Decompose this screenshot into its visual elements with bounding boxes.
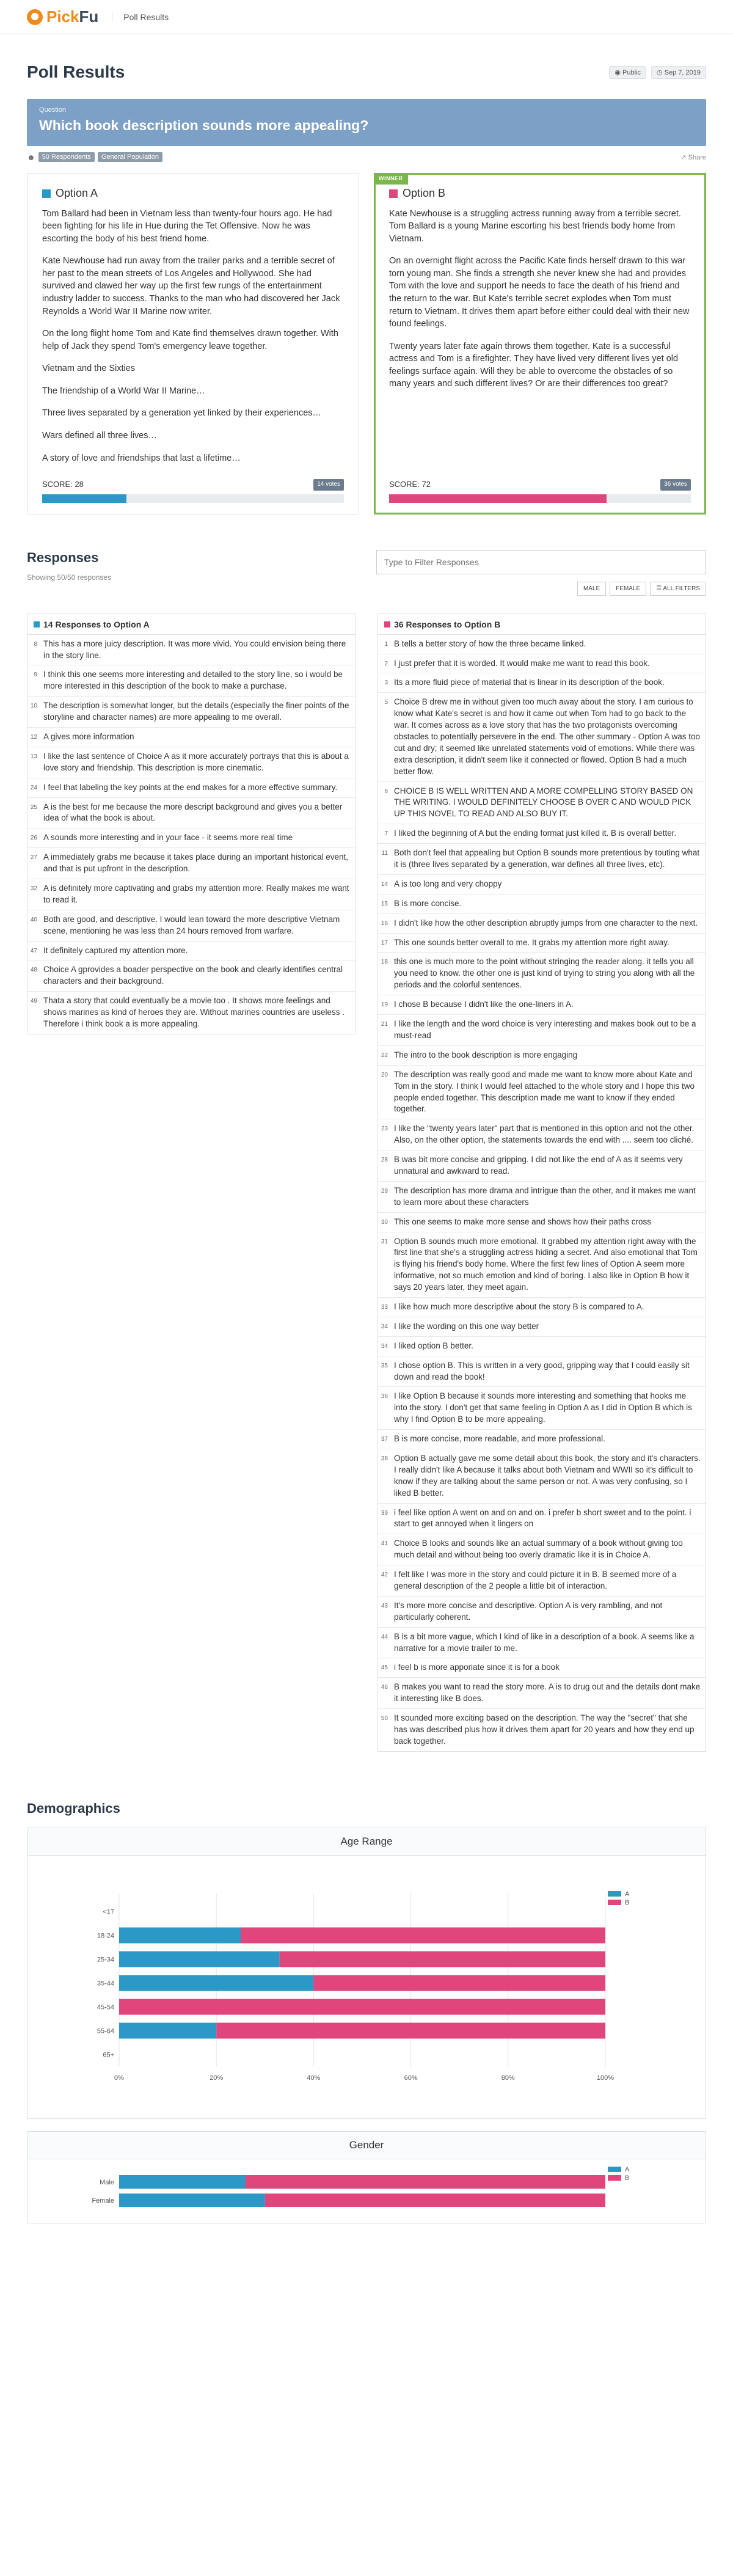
response-item bbox=[378, 875, 706, 895]
response-text: CHOICE B IS WELL WRITTEN AND A MORE COMPELLING STORY BASED ON THE WRITING. I WOULD DEFINITELY CHOOSE B OVER C AND WOULD PICK UP THIS NOVEL TO READ AND ALSO BUY IT. bbox=[394, 786, 693, 819]
response-number: 42 bbox=[381, 1572, 388, 1579]
respondents-tag[interactable]: 50 Respondents bbox=[38, 152, 95, 162]
response-number: 32 bbox=[30, 885, 37, 893]
response-text: A sounds more interesting and in your face - it seems more real time bbox=[43, 833, 293, 843]
response-item bbox=[378, 824, 706, 844]
response-number: 28 bbox=[381, 1157, 388, 1164]
response-text: I didn't like how the other description abruptly jumps from one character to the next. bbox=[394, 918, 698, 928]
gender-title: Gender bbox=[27, 2132, 706, 2159]
response-text: B is more concise. bbox=[394, 898, 462, 908]
legend-swatch bbox=[608, 1891, 621, 1897]
response-number: 7 bbox=[384, 830, 388, 838]
gender-panel bbox=[27, 2131, 706, 2223]
option-a-score: SCORE: 28 bbox=[42, 480, 84, 489]
option-a-responses bbox=[27, 613, 356, 1034]
response-item bbox=[27, 879, 355, 910]
response-item bbox=[27, 992, 355, 1034]
response-item bbox=[378, 1232, 706, 1298]
public-badge bbox=[609, 66, 646, 79]
population-tag[interactable]: General Population bbox=[98, 152, 162, 162]
option-b-score-fill bbox=[389, 494, 607, 503]
category-label: Male bbox=[100, 2178, 114, 2186]
response-number: 40 bbox=[30, 916, 37, 923]
response-item bbox=[378, 1356, 706, 1388]
all-filters-button[interactable]: ☰ ALL FILTERS bbox=[650, 582, 706, 596]
option-a-paragraph: Vietnam and the Sixties bbox=[42, 364, 136, 374]
response-text: I like the "twenty years later" part that is mentioned in this option and not the other. Also, on the other option, the statements towards the end with .... seem too cliché. bbox=[394, 1124, 695, 1145]
response-item bbox=[27, 728, 355, 747]
option-a-card bbox=[27, 173, 359, 514]
response-number: 43 bbox=[381, 1602, 388, 1609]
option-a-description bbox=[42, 208, 344, 475]
response-number: 34 bbox=[381, 1323, 388, 1330]
gender-chart bbox=[27, 2159, 706, 2223]
response-item bbox=[378, 1678, 706, 1709]
x-tick-label: 20% bbox=[210, 2074, 224, 2082]
response-number: 6 bbox=[384, 788, 388, 795]
response-text: Choice B drew me in without given too much away about the story. I am curious to know what Kate's secret is and how it came out when Tom had to go back to the war. It comes across as a love story that has the two protagonists overcoming obstacles to potentially persevere in the end. The other summary - Option A was too cut and dry; it seemed like unrelated statements void of emotions. While there was extra description, it didn't seem like it connected or flowed. Option B had a much better flow. bbox=[394, 697, 701, 776]
x-tick-label: 40% bbox=[307, 2074, 321, 2082]
response-item bbox=[378, 673, 706, 693]
response-text: A is too long and very choppy bbox=[394, 879, 502, 888]
filter-responses-input[interactable] bbox=[376, 550, 706, 574]
option-a-paragraph: Wars defined all three lives… bbox=[42, 431, 158, 441]
logo-text-pick: Pick bbox=[46, 7, 79, 26]
response-number: 34 bbox=[381, 1342, 388, 1350]
response-text: The description is somewhat longer, but the details (especially the finer points of the storyline and character names) are more appealing to me overall. bbox=[43, 701, 349, 722]
response-text: Its a more fluid piece of material that is linear in its description of the book. bbox=[394, 678, 665, 687]
bar-b bbox=[241, 1927, 605, 1943]
bar-b bbox=[119, 1999, 605, 2014]
question-box bbox=[27, 99, 706, 146]
response-number: 14 bbox=[381, 880, 388, 888]
response-text: I liked the beginning of A but the ending format just killed it. B is overall better. bbox=[394, 829, 677, 838]
option-a-paragraph: A story of love and friendships that last a lifetime… bbox=[42, 453, 241, 463]
option-a-label: Option A bbox=[56, 187, 98, 199]
response-number: 5 bbox=[384, 699, 388, 706]
category-label: 55-64 bbox=[97, 2027, 114, 2035]
category-label: 35-44 bbox=[97, 1980, 114, 1988]
responses-title: Responses bbox=[27, 549, 99, 565]
response-item bbox=[378, 895, 706, 914]
response-item bbox=[378, 1337, 706, 1356]
response-text: A immediately grabs me because it takes place during an important historical event, and that is put upfront in the description. bbox=[43, 852, 349, 874]
share-icon: ↗ bbox=[680, 153, 688, 161]
response-number: 30 bbox=[381, 1218, 388, 1226]
legend-label: B bbox=[625, 1898, 630, 1906]
category-label: Female bbox=[92, 2197, 114, 2205]
share-label: Share bbox=[688, 153, 706, 161]
option-a-swatch bbox=[42, 189, 51, 198]
option-b-paragraph: Kate Newhouse is a struggling actress running away from a terrible secret. Tom Ballard is a young Marine escorting his best friends body home from Vietnam. bbox=[389, 208, 681, 244]
response-number: 47 bbox=[30, 947, 37, 954]
response-text: This has a more juicy description. It was more vivid. You could envision being there in the story line. bbox=[43, 639, 346, 660]
response-text: It's more more concise and descriptive. Option A is very rambling, and not particularly coherent. bbox=[394, 1600, 663, 1622]
response-number: 21 bbox=[381, 1021, 388, 1028]
response-item bbox=[378, 1658, 706, 1678]
users-icon: ☻ bbox=[27, 152, 35, 162]
response-number: 16 bbox=[381, 920, 388, 927]
response-item bbox=[378, 1628, 706, 1659]
bar-b bbox=[216, 2022, 605, 2038]
response-item bbox=[378, 1449, 706, 1504]
response-item bbox=[378, 1597, 706, 1628]
response-text: Option B actually gave me some detail about this book, the story and it's characters. I really didn't like A because it talks about both Vietnam and WWII so it's difficult to know if they are talking about the same person or not. A was very confusing, so I liked B better. bbox=[394, 1453, 701, 1498]
response-item bbox=[378, 1066, 706, 1120]
response-number: 9 bbox=[34, 671, 37, 679]
response-item bbox=[27, 778, 355, 798]
response-item bbox=[27, 942, 355, 961]
response-text: I chose option B. This is written in a very good, gripping way that I could easily sit down and read the book! bbox=[394, 1360, 690, 1381]
option-a-responses-swatch bbox=[34, 621, 40, 628]
female-filter-button[interactable]: FEMALE bbox=[610, 582, 646, 596]
option-a-responses-title: 14 Responses to Option A bbox=[43, 619, 150, 629]
clock-icon: ◷ bbox=[657, 68, 665, 76]
response-text: B makes you want to read the story more. A is to drug out and the details dont make it interesting like B does. bbox=[394, 1682, 701, 1703]
age-range-title: Age Range bbox=[27, 1828, 706, 1856]
response-text: I like the last sentence of Choice A as it more accurately portrays that this is about a love story and friendship. This description is more cinematic. bbox=[43, 751, 349, 772]
response-number: 25 bbox=[30, 803, 37, 811]
response-item bbox=[378, 934, 706, 953]
response-number: 49 bbox=[30, 998, 37, 1005]
date-badge-label: Sep 7, 2019 bbox=[664, 68, 701, 76]
legend-swatch bbox=[608, 2175, 621, 2181]
response-number: 19 bbox=[381, 1001, 388, 1009]
option-b-votes: 36 votes bbox=[660, 479, 691, 490]
pickfu-logo[interactable] bbox=[27, 7, 98, 26]
response-item bbox=[27, 697, 355, 728]
response-text: I think this one seems more interesting and detailed to the story line, so i would be more interested in this description of the book to make a purchase. bbox=[43, 670, 343, 691]
response-text: this one is much more to the point without stringing the reader along. it tells you all you need to know. the other one is just kind of trying to string you along with all the periods and the colorful sentences. bbox=[394, 957, 695, 990]
response-text: Both don't feel that appealing but Option B sounds more pretentious by touting what it is (three lives separated by a generation, war defines all three lives, etc). bbox=[394, 848, 700, 869]
response-item bbox=[378, 1317, 706, 1337]
response-text: I chose B because I didn't like the one-liners in A. bbox=[394, 1000, 574, 1009]
response-item bbox=[378, 782, 706, 825]
response-item bbox=[378, 1151, 706, 1182]
response-item bbox=[378, 1565, 706, 1597]
response-text: I felt like I was more in the story and could picture it in B. B seemed more of a general description of the 2 people a little bit of interaction. bbox=[394, 1570, 677, 1590]
response-item bbox=[27, 747, 355, 778]
response-text: I like how much more descriptive about the story B is compared to A. bbox=[394, 1301, 644, 1311]
response-number: 50 bbox=[381, 1715, 388, 1722]
response-text: B is more concise, more readable, and more professional. bbox=[394, 1434, 605, 1444]
male-filter-button[interactable]: MALE bbox=[577, 582, 606, 596]
response-item bbox=[378, 1213, 706, 1232]
x-tick-label: 0% bbox=[114, 2074, 124, 2082]
logo-text-fu: Fu bbox=[79, 7, 99, 26]
response-item bbox=[27, 798, 355, 829]
option-b-score: SCORE: 72 bbox=[389, 480, 431, 489]
response-number: 31 bbox=[381, 1238, 388, 1245]
category-label: 65+ bbox=[103, 2051, 114, 2059]
public-badge-label: Public bbox=[622, 68, 641, 76]
option-a-paragraph: Kate Newhouse had run away from the trailer parks and a terrible secret of her past to the mean streets of Los Angeles and Hollywood. She had survived and clawed her way up the first few rungs of the entertainment industry ladder to success. Thanks to the man who had discovered her Jack Reynolds a World War II Marine now writer. bbox=[42, 256, 340, 317]
response-text: Both are good, and descriptive. I would lean toward the more descriptive Vietnam scene, mentioning he was less than 24 hours removed from warfare. bbox=[43, 914, 340, 935]
response-number: 35 bbox=[381, 1362, 388, 1369]
response-item bbox=[378, 1504, 706, 1535]
response-number: 45 bbox=[381, 1664, 388, 1672]
response-item bbox=[27, 848, 355, 879]
x-tick-label: 60% bbox=[404, 2074, 418, 2082]
nav-poll-results[interactable]: Poll Results bbox=[112, 12, 169, 22]
response-item bbox=[378, 1182, 706, 1213]
response-item bbox=[378, 844, 706, 875]
response-number: 33 bbox=[381, 1303, 388, 1311]
option-b-label: Option B bbox=[403, 187, 446, 199]
legend-label: A bbox=[625, 2165, 630, 2173]
response-number: 39 bbox=[381, 1509, 388, 1517]
legend-label: A bbox=[625, 1890, 630, 1898]
response-text: Option B sounds much more emotional. It grabbed my attention right away with the first line that she's a struggling actress hiding a secret. And also emotional that Tom is flying his friend's body home. Where the first few lines of Option A seem more informative, not so much emotion and kind of boring. I also like in Option B how it says 20 years later, they meet again. bbox=[394, 1236, 698, 1292]
response-text: This one sounds better overall to me. It grabs my attention more right away. bbox=[394, 937, 669, 947]
response-number: 27 bbox=[30, 854, 37, 862]
response-number: 1 bbox=[384, 640, 388, 648]
response-text: B was bit more concise and gripping. I did not like the end of A as it seems very unnatural and awkward to read. bbox=[394, 1155, 683, 1176]
response-number: 36 bbox=[381, 1393, 388, 1400]
page-title: Poll Results bbox=[27, 62, 125, 81]
response-item bbox=[27, 665, 355, 697]
response-item bbox=[27, 910, 355, 942]
response-number: 11 bbox=[381, 850, 388, 857]
option-b-paragraph: On an overnight flight across the Pacific Kate finds herself drawn to this war torn young man. She finds a strength she never knew she had and provides Tom with the love and support he needs to face the death of his friend and the return to the war. But Kate's terrible secret explodes when Tom must return to Vietnam. It drives them apart before either could deal with their new found feelings. bbox=[389, 256, 690, 329]
response-text: I liked option B better. bbox=[394, 1341, 473, 1350]
response-text: The intro to the book description is more engaging bbox=[394, 1050, 578, 1059]
response-text: I like the wording on this one way better bbox=[394, 1321, 539, 1331]
response-number: 17 bbox=[381, 939, 388, 946]
response-number: 37 bbox=[381, 1436, 388, 1443]
response-number: 23 bbox=[381, 1125, 388, 1133]
option-b-responses-swatch bbox=[384, 621, 390, 628]
response-item bbox=[27, 961, 355, 992]
option-a-paragraph: Three lives separated by a generation yet linked by their experiences… bbox=[42, 408, 322, 419]
response-text: i feel b is more apporiate since it is for a book bbox=[394, 1663, 560, 1672]
bar-b bbox=[246, 2175, 605, 2189]
x-tick-label: 100% bbox=[596, 2074, 614, 2082]
response-number: 29 bbox=[381, 1187, 388, 1195]
response-item bbox=[378, 1298, 706, 1317]
response-item bbox=[378, 654, 706, 674]
response-item bbox=[378, 953, 706, 995]
response-text: B tells a better story of how the three became linked. bbox=[394, 639, 586, 648]
bar-a bbox=[119, 2175, 246, 2189]
response-item bbox=[378, 1709, 706, 1751]
response-item bbox=[378, 1387, 706, 1430]
response-number: 24 bbox=[30, 784, 37, 791]
response-item bbox=[378, 1534, 706, 1565]
response-item bbox=[378, 693, 706, 781]
response-text: I just prefer that it is worded. It would make me want to read this book. bbox=[394, 658, 650, 668]
option-a-votes: 14 votes bbox=[313, 479, 344, 490]
option-a-paragraph: The friendship of a World War II Marine… bbox=[42, 386, 205, 396]
top-bar bbox=[0, 0, 733, 34]
response-number: 46 bbox=[381, 1684, 388, 1691]
response-number: 8 bbox=[34, 640, 37, 648]
response-number: 26 bbox=[30, 835, 37, 842]
option-a-paragraph: On the long flight home Tom and Kate find themselves drawn together. With help of Jack they spend Tom's emergency leave together. bbox=[42, 329, 338, 351]
response-text: The description was really good and made me want to know more about Kate and Tom in the story. I think I would feel attached to the whole story and I hope this two people ended together. This description made me want to know if they ended together. bbox=[394, 1069, 695, 1114]
response-number: 48 bbox=[30, 967, 37, 974]
response-text: A is the best for me because the more descript background and gives you a better idea of what the book is about. bbox=[43, 802, 343, 823]
response-text: Choice B looks and sounds like an actual summary of a book without giving too much detail and without being too overly dramatic like it is in Choice A. bbox=[394, 1539, 683, 1560]
eye-icon: ◉ bbox=[614, 68, 623, 76]
response-number: 15 bbox=[381, 900, 388, 907]
category-label: 25-34 bbox=[97, 1956, 114, 1964]
response-text: I like the length and the word choice is very interesting and makes book out to be a must-read bbox=[394, 1019, 696, 1040]
legend-label: B bbox=[625, 2174, 630, 2182]
share-button[interactable] bbox=[680, 153, 706, 161]
response-item bbox=[27, 829, 355, 848]
response-item bbox=[378, 995, 706, 1015]
response-item bbox=[378, 1119, 706, 1151]
response-item bbox=[378, 914, 706, 934]
response-item bbox=[27, 635, 355, 666]
bar-a bbox=[119, 1951, 280, 1967]
category-label: 18-24 bbox=[97, 1932, 114, 1940]
bar-a bbox=[119, 1927, 241, 1943]
response-text: B is a bit more vague, which I kind of like in a description of a book. A seems like a narrative for a movie trailer to me. bbox=[394, 1631, 695, 1653]
response-text: The description has more drama and intrigue than the other, and it makes me want to learn more about these characters bbox=[394, 1185, 696, 1207]
response-number: 22 bbox=[381, 1052, 388, 1059]
response-item bbox=[378, 1015, 706, 1046]
date-badge bbox=[651, 66, 706, 79]
response-text: It definitely captured my attention more. bbox=[43, 945, 188, 955]
demographics-title: Demographics bbox=[27, 1800, 120, 1816]
response-number: 13 bbox=[30, 753, 37, 760]
response-number: 12 bbox=[30, 734, 37, 741]
bar-b bbox=[265, 2194, 605, 2207]
response-text: A gives more information bbox=[43, 732, 134, 742]
winner-badge: WINNER bbox=[374, 173, 408, 185]
bar-a bbox=[119, 1975, 313, 1991]
response-text: This one seems to make more sense and shows how their paths cross bbox=[394, 1217, 651, 1226]
option-b-responses bbox=[377, 613, 706, 1752]
age-range-chart bbox=[27, 1856, 706, 2118]
question-text: Which book description sounds more appealing? bbox=[39, 117, 369, 133]
option-a-score-fill bbox=[42, 494, 126, 503]
responses-count: Showing 50/50 responses bbox=[27, 573, 112, 582]
response-text: Thata a story that could eventually be a movie too . It shows more feelings and shows marines as kind of heroes they are. Without marines countries are useless . Therefore i think book a is more appealing. bbox=[43, 996, 345, 1029]
response-number: 10 bbox=[30, 703, 37, 710]
option-b-paragraph: Twenty years later fate again throws them together. Kate is a successful actress and Tom is a firefighter. They have lived very different lives yet old feelings surface again. Will they be able to overcome the obstacles of so many years and such different lives? Or are their differences too great? bbox=[389, 341, 679, 389]
option-b-score-bar bbox=[389, 494, 691, 503]
option-a-paragraph: Tom Ballard had been in Vietnam less than twenty-four hours ago. He had been fighting for his life in Hue during the Tet Offensive. Now he was escorting the body of his best friend home. bbox=[42, 208, 332, 244]
x-tick-label: 80% bbox=[501, 2074, 515, 2082]
response-number: 2 bbox=[384, 660, 388, 667]
response-text: i feel like option A went on and on and on. i prefer b short sweet and to the point. i start to get annoyed when it lingers on bbox=[394, 1507, 691, 1529]
option-b-swatch bbox=[389, 189, 398, 198]
response-item bbox=[378, 635, 706, 654]
response-number: 44 bbox=[381, 1633, 388, 1641]
response-text: It sounded more exciting based on the description. The way the "secret" that she has was described plus how it drives them apart for 20 years and how they end up back together. bbox=[394, 1713, 695, 1746]
option-a-score-bar bbox=[42, 494, 344, 503]
option-b-responses-title: 36 Responses to Option B bbox=[394, 619, 501, 629]
response-item bbox=[378, 1046, 706, 1066]
legend-swatch bbox=[608, 2167, 621, 2172]
response-text: I feel that labeling the key points at the end makes for a more effective summary. bbox=[43, 782, 338, 792]
option-b-description bbox=[389, 208, 691, 401]
question-label: Question bbox=[39, 106, 67, 114]
category-label: <17 bbox=[103, 1908, 114, 1916]
logo-icon bbox=[27, 9, 43, 25]
response-number: 20 bbox=[381, 1071, 388, 1078]
legend-swatch bbox=[608, 1900, 621, 1905]
response-number: 18 bbox=[381, 959, 388, 966]
option-b-card bbox=[374, 173, 706, 514]
bar-a bbox=[119, 2194, 265, 2207]
response-number: 41 bbox=[381, 1540, 388, 1548]
bar-b bbox=[313, 1975, 605, 1991]
age-range-panel bbox=[27, 1828, 706, 2119]
response-number: 38 bbox=[381, 1455, 388, 1462]
bar-b bbox=[280, 1951, 605, 1967]
response-item bbox=[378, 1430, 706, 1449]
response-number: 3 bbox=[384, 679, 388, 687]
response-text: A is definitely more captivating and grabs my attention more. Really makes me want to read it. bbox=[43, 884, 349, 904]
bar-a bbox=[119, 2022, 216, 2038]
response-text: I like Option B because it sounds more interesting and something that hooks me into the story. I don't get that same feeling in Option A as I did in Option B which is why I find Option B to be more appealing. bbox=[394, 1391, 692, 1424]
category-label: 45-54 bbox=[97, 2003, 114, 2011]
response-text: Choice A gprovides a boader perspective on the book and clearly identifies central characters and their background. bbox=[43, 965, 343, 986]
